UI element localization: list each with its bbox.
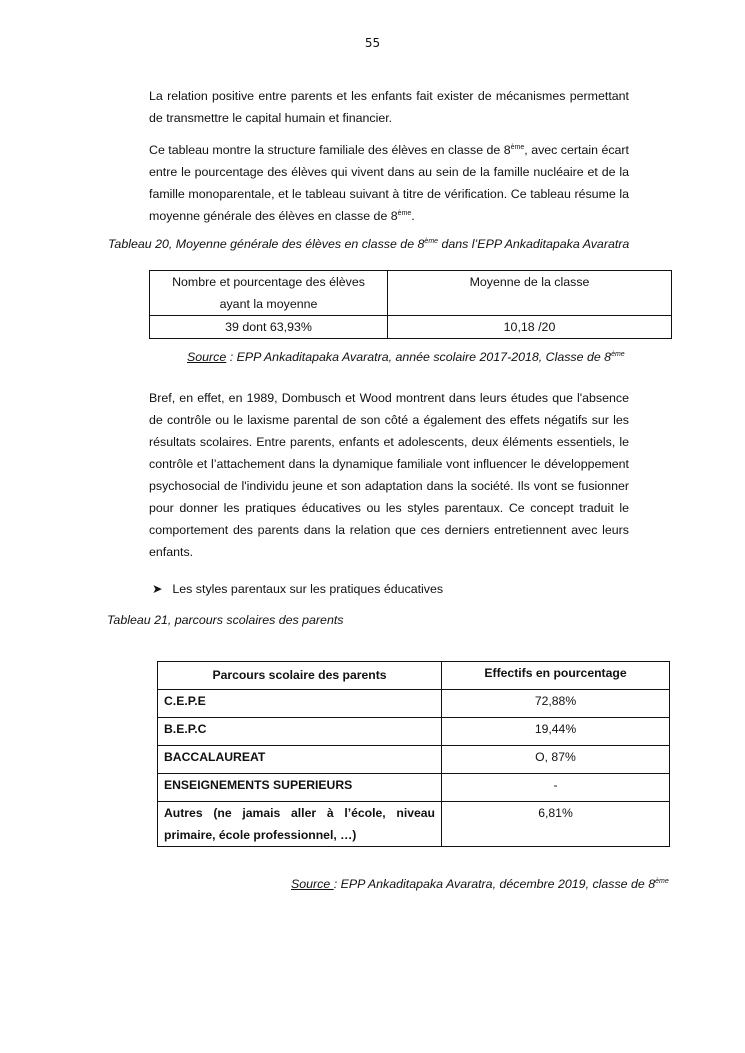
text: Ce tableau montre la structure familiale des élèves en classe de 8 (149, 143, 511, 157)
table-21 (157, 661, 670, 847)
bullet-text: Les styles parentaux sur les pratiques éducatives (172, 582, 444, 596)
table-row (150, 316, 672, 339)
table-20 (149, 270, 672, 339)
table-cell: 6,81% (442, 802, 670, 847)
table-row (158, 690, 670, 718)
table-cell: B.E.P.C (158, 718, 442, 746)
table-row (158, 774, 670, 802)
table-header: Nombre et pourcentage des élèves ayant la moyenne (150, 271, 388, 316)
table-cell: 72,88% (442, 690, 670, 718)
table-21-caption: Tableau 21, parcours scolaires des parents (107, 613, 344, 627)
page-number: 55 (364, 36, 381, 50)
table-cell: ENSEIGNEMENTS SUPERIEURS (158, 774, 442, 802)
superscript: ème (611, 350, 625, 358)
table-header: Effectifs en pourcentage (442, 662, 670, 690)
table-cell: O, 87% (442, 746, 670, 774)
table-row (158, 746, 670, 774)
arrow-bullet-icon: ➤ (152, 582, 163, 596)
table-21-source (291, 877, 669, 891)
superscript: ème (655, 877, 669, 885)
text: , avec certain écart entre le pourcentage des élèves qui vivent dans au sein de la famille nucléaire et de la famille monoparentale, et le tableau suivant à titre de vérification. Ce tableau résume la moyenne générale des élèves en classe de 8 (149, 143, 629, 223)
table-20-caption (108, 237, 629, 251)
table-row (158, 718, 670, 746)
table-cell: - (442, 774, 670, 802)
bullet-item (152, 581, 443, 596)
paragraph-1: La relation positive entre parents et les enfants fait exister de mécanismes permettant de transmettre le capital humain et financier. (149, 89, 629, 125)
table-cell: Autres (ne jamais aller à l’école, niveau primaire, école professionnel, …) (158, 802, 442, 847)
table-cell: BACCALAUREAT (158, 746, 442, 774)
source-label: Source (291, 877, 334, 891)
text: . (411, 209, 415, 223)
table-header: Moyenne de la classe (388, 271, 672, 316)
table-row (158, 802, 670, 847)
table-cell: C.E.P.E (158, 690, 442, 718)
superscript: ème (397, 209, 412, 217)
paragraph-3: Bref, en effet, en 1989, Dombusch et Wood montrent dans leurs études que l'absence de contrôle ou le laxisme parental de son côté a également des effets négatifs sur les résultats scolaires. Entre parents, enfants et adolescents, deux éléments essentiels, le contrôle et l’attachement dans la dynamique familiale vont influencer le développement psychosocial de l'individu jeune et son adaptation dans la société. Ils vont se fusionner pour donner les pratiques éducatives ou les styles parentaux. Ce concept traduit le comportement des parents dans la relation que ces derniers entretiennent avec leurs enfants. (149, 391, 629, 559)
table-header: Parcours scolaire des parents (158, 662, 442, 690)
table-cell: 10,18 /20 (388, 316, 672, 339)
table-cell: 39 dont 63,93% (150, 316, 388, 339)
table-cell: 19,44% (442, 718, 670, 746)
text: : EPP Ankaditapaka Avaratra, décembre 2019, classe de 8 (333, 877, 656, 891)
superscript: ème (510, 143, 525, 151)
source-label: Source (187, 350, 227, 364)
superscript: ème (424, 237, 439, 245)
text: dans l’EPP Ankaditapaka Avaratra (438, 237, 630, 251)
text: : EPP Ankaditapaka Avaratra, année scolaire 2017-2018, Classe de 8 (226, 350, 612, 364)
paragraph-2 (149, 139, 629, 227)
table-20-source (187, 350, 625, 364)
text: Tableau 20, Moyenne générale des élèves en classe de 8 (108, 237, 425, 251)
